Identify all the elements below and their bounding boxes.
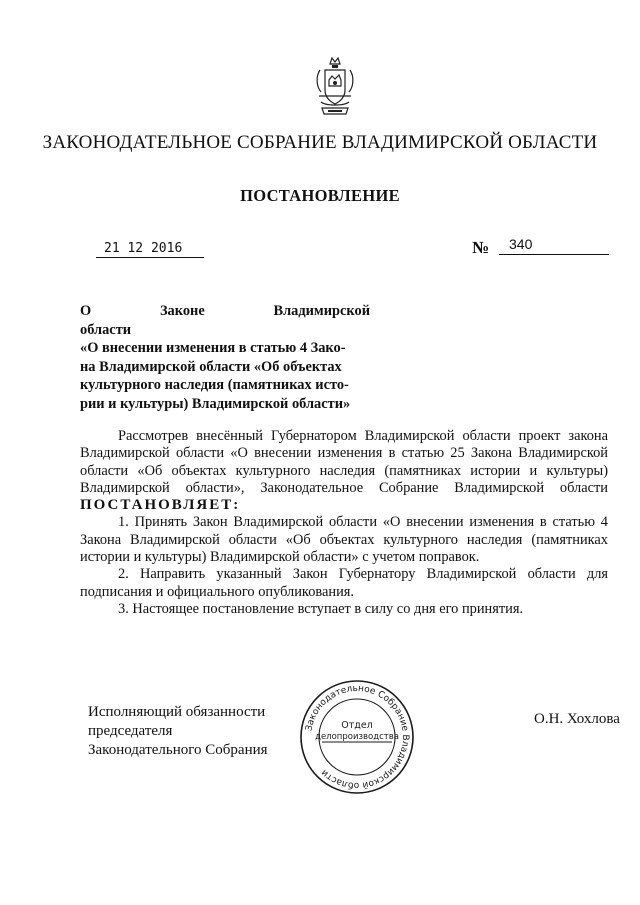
subject-line: рии и культуры) Владимирской области» — [80, 395, 351, 412]
number-label: № — [472, 238, 490, 257]
position-line: Законодательного Собрания — [88, 742, 268, 758]
position-line: Исполняющий обязанности председателя — [88, 704, 266, 739]
signatory-position — [88, 703, 318, 760]
document-subject — [80, 302, 370, 413]
coat-of-arms-icon — [312, 56, 358, 120]
preamble-paragraph — [80, 428, 608, 514]
subject-line: на Владимирской области «Об объектах — [80, 358, 342, 375]
stamp-center-line1: Отдел — [341, 720, 373, 731]
document-date: 21 12 2016 — [96, 240, 204, 258]
stamp-center-line2: делопроизводства — [315, 732, 399, 742]
document-number: 340 — [499, 234, 609, 255]
organization-title: ЗАКОНОДАТЕЛЬНОЕ СОБРАНИЕ ВЛАДИМИРСКОЙ ОБЛАСТИ — [42, 132, 598, 153]
stamp-ring-text: Законодательное Собрание Владимирской области — [304, 683, 411, 791]
document-type: ПОСТАНОВЛЕНИЕ — [240, 186, 400, 205]
office-stamp — [298, 678, 416, 796]
signatory-name: О.Н. Хохлова — [534, 711, 620, 727]
preamble-text: Рассмотрев внесённый Губернатором Владимирской области проект закона Владимирской области «О внесении изменения в статью 25 Закона Владимирской области «Об объектах культурного наследия (памятниках истории и культуры) Владимирской области», Законодательное Собрание Владимирской области — [80, 428, 608, 496]
resolution-item: 1. Принять Закон Владимирской области «О внесении изменения в статью 4 Закона Владимирской области «Об объектах культурного наследия (памятниках истории и культуры) Владимирской области» с учетом поправок. — [80, 514, 608, 566]
resolution-item: 3. Настоящее постановление вступает в силу со дня его принятия. — [118, 600, 524, 617]
document-body — [80, 428, 608, 618]
subject-line: культурного наследия (памятниках исто- — [80, 377, 349, 393]
resolves-keyword: ПОСТАНОВЛЯЕТ: — [80, 497, 241, 514]
resolution-item: 2. Направить указанный Закон Губернатору Владимирской области для подписания и официального опубликования. — [80, 566, 608, 600]
subject-line: О Законе Владимирской области — [80, 303, 370, 338]
subject-line: «О внесении изменения в статью 4 Зако- — [80, 340, 346, 356]
